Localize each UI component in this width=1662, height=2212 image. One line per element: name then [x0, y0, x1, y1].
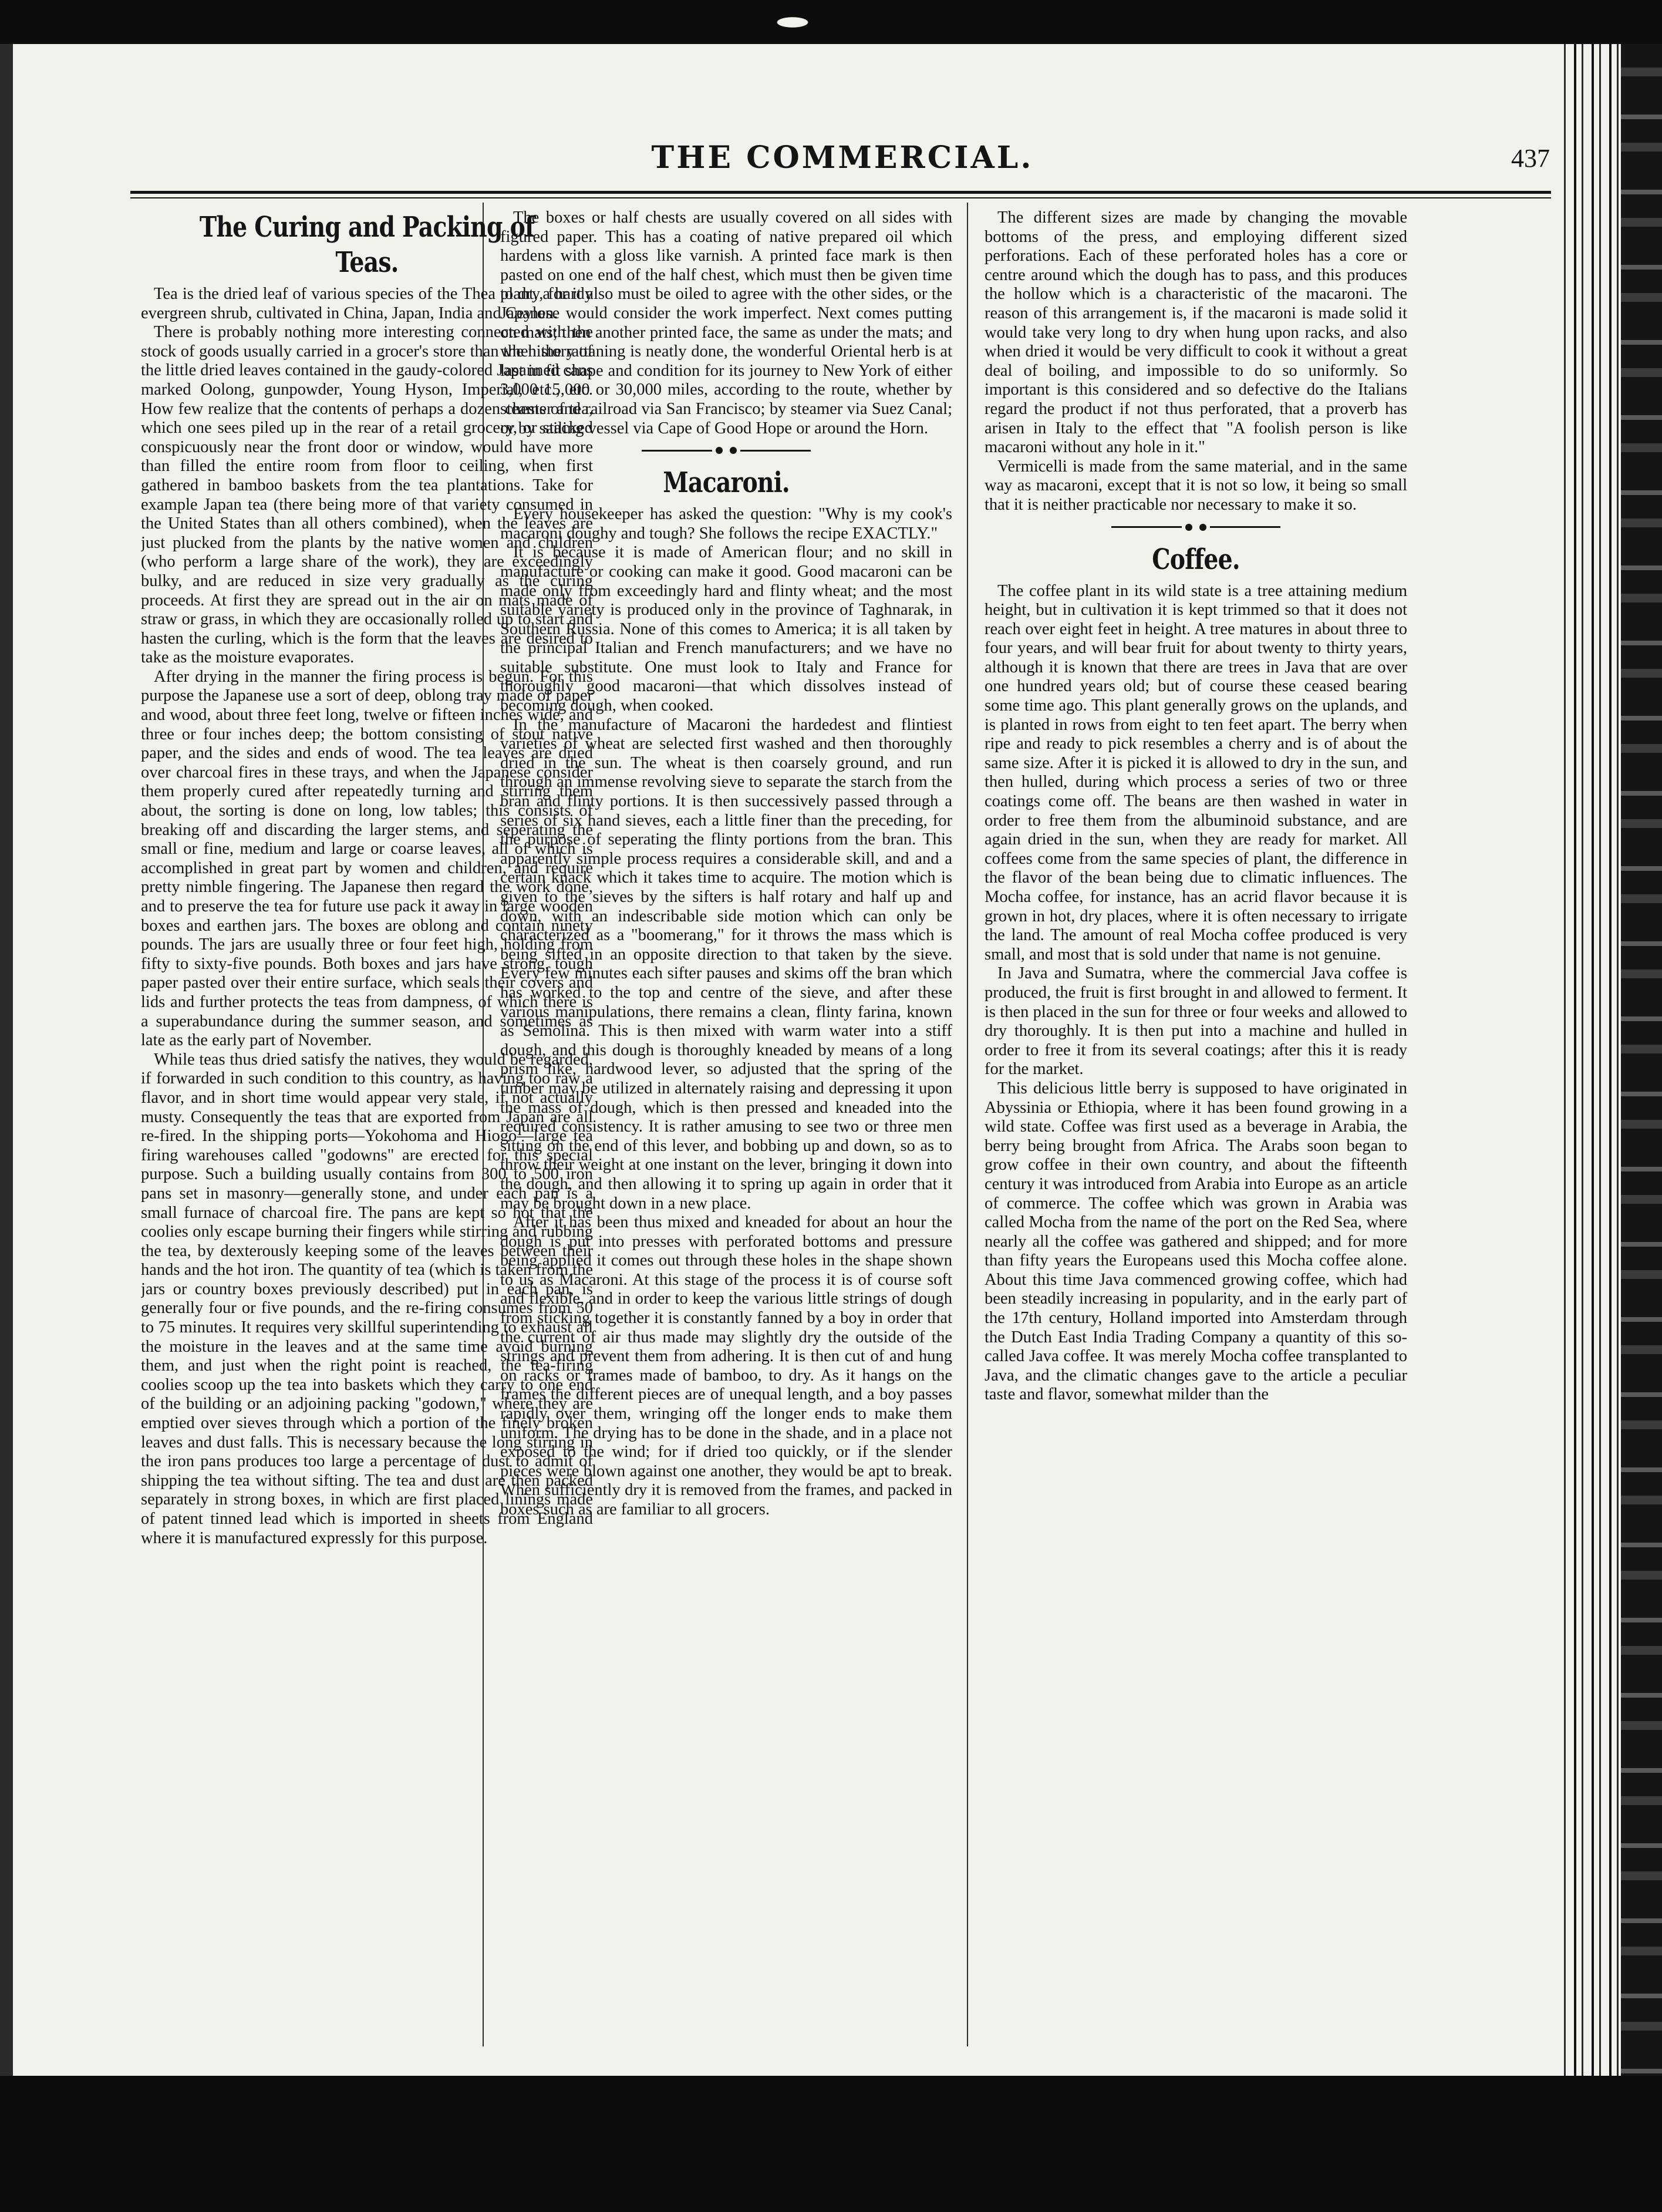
article-headline-tea: The Curing and Packing of Teas.	[199, 211, 535, 279]
section-divider	[500, 442, 952, 459]
article-paragraph: Vermicelli is made from the same material, and in the same way as macaroni, except that it is not so low, it being so small that it is neither practicable nor necessary to make it so.	[985, 457, 1407, 514]
article-paragraph: While teas thus dried satisfy the natives, they would be regarded, if forwarded in such condition to this country, as having too raw a flavor, and in short time would appear very stale, if not actually musty. Consequently the teas that are exported from Japan are all re-fired. In the shipping ports—Yokohoma and Hiogo—large tea firing warehouses called "godowns" are erected for this special purpose. Such a building usually contains from 300 to 500 iron pans set in masonry—generally stone, and under each pan is a small furnace of charcoal fire. The pans are kept so hot that the coolies only escape burning their fingers while stirring and rubbing the tea, by dexterously keeping some of the leaves between their hands and the hot iron. The quantity of tea (which is taken from the jars or country boxes previously described) put in each pan, is generally four or five pounds, and the re-firing consumes from 50 to 75 minutes. It requires very skillful superintending to exhaust all the moisture in the leaves and at the same time avoid burning them, and just when the right point is reached, the tea-firing coolies scoop up the tea into baskets which they carry to one end of the building or an adjoining packing "godown," where they are emptied over sieves through which a portion of the finely broken leaves and dust falls. This is necessary because the long stirring in the iron pans produces too large a percentage of dust to admit of shipping the tea without sifting. The tea and dust are then packed separately in strong boxes, in which are first placed linings made of patent tinned lead which is imported in sheets from England where it is manufactured expressly for this purpose.	[141, 1050, 593, 1547]
article-paragraph: In Java and Sumatra, where the commercial Java coffee is produced, the fruit is first brought in and allowed to ferment. It is then placed in the sun for three or four weeks and allowed to dry thoroughly. It is then put into a machine and hulled in order to free it from its several coatings; after this it is ready for the market.	[985, 964, 1407, 1079]
article-paragraph: This delicious little berry is supposed to have originated in Abyssinia or Ethiopia, where it has been found growing in a wild state. Coffee was first used as a beverage in Arabia, the berry being brought from Africa. The Arabs soon began to grow coffee in their own country, and about the fifteenth century it was introduced from Arabia into Europe as an article of commerce. The coffee which was grown in Arabia was called Mocha from the name of the port on the Red Sea, where nearly all the coffee was gathered and shipped; and for more than fifty years the Europeans used this Mocha coffee alone. About this time Java commenced growing coffee, which had been steadily increasing in popularity, and in the early part of the 17th century, Holland imported into Amsterdam through the Dutch East India Trading Company a quantity of this so-called Java coffee. It was merely Mocha coffee transplanted to Java, and the climatic changes gave to the article a peculiar taste and flavor, somewhat milder than the	[985, 1079, 1407, 1404]
masthead-title: THE COMMERCIAL.	[651, 140, 1034, 176]
scan-border-top	[0, 0, 1662, 44]
article-headline-macaroni: Macaroni.	[663, 466, 790, 500]
article-paragraph: The different sizes are made by changing the movable bottoms of the press, and employing different sized perforations. Each of these perforated holes has a core or centre around which the dough has to pass, and this produces the hollow which is a characteristic of the macaroni. The reason of this arrangement is, if the macaroni is made solid it would take very long to dry when hung upon racks, and also when dried it would be very difficult to cook it without a great deal of boiling, and impossible to do so uniformly. So important is this considered and so defective do the Italians regard the product if not thus perforated, that a proverb has arisen in Italy to the effect that "A foolish person is like macaroni without any hole in it."	[985, 208, 1407, 457]
scan-border-bottom	[0, 2076, 1662, 2212]
masthead-rule-thin	[130, 197, 1551, 198]
column-rule	[967, 203, 968, 2046]
article-paragraph: After it has been thus mixed and kneaded for about an hour the dough is put into presses with perforated bottoms and pressure being applied it comes out through these holes in the shape shown to us as Macaroni. At this stage of the process it is of course soft and flexible, and in order to keep the various little strings of dough from sticking together it is constantly fanned by a boy in order that the current of air thus made may slightly dry the outside of the strings and prevent them from adhering. It is then cut of and hung on racks or frames made of bamboo, to dry. As it hangs on the frames the different pieces are of unequal length, and a boy passes rapidly over them, wringing off the longer ends to make them uniform. The drying has to be done in the shade, and in a place not exposed to the wind; for if dried too quickly, or if the slender pieces were blown against one another, they would be apt to break. When sufficiently dry it is removed from the frames, and packed in boxes such as are familiar to all grocers.	[500, 1213, 952, 1519]
section-divider	[985, 519, 1407, 536]
article-paragraph: There is probably nothing more interesting connected with the stock of goods usually carried in a grocer's store than the history of the little dried leaves contained in the gaudy-colored Japanned cans marked Oolong, gunpowder, Young Hyson, Imperial, etc., etc. How few realize that the contents of perhaps a dozen chests of tea, which one sees piled up in the rear of a retail grocery, or stacked conspicuously near the front door or window, would have more than filled the entire room from floor to ceiling, when first gathered in bamboo baskets from the tea plantations. Take for example Japan tea (there being more of that variety consumed in the United States than all others combined), when the leaves are just plucked from the plants by the native women and children (who perform a large share of the work), they are exceedingly bulky, and are reduced in size very gradually as the curing proceeds. At first they are spread out in the air on mats made of straw or grass, in which they are occasionally rolled up to start and hasten the curling, which is the form that the leaves are desired to take as the moisture evaporates.	[141, 323, 593, 667]
masthead-rule-thick	[130, 191, 1551, 194]
column-3	[985, 208, 1407, 2052]
scan-binding-right	[1559, 44, 1662, 2076]
article-paragraph: Every housekeeper has asked the question: "Why is my cook's macaroni doughy and tough? She follows the recipe EXACTLY."	[500, 505, 952, 543]
article-paragraph: The boxes or half chests are usually covered on all sides with figured paper. This has a coating of native prepared oil which hardens with a gloss like varnish. A printed face mark is then pasted on one end of the half chest, which must then be given time to dry, for it also must be oiled to agree with the other sides, or the Japanese would consider the work imperfect. Next comes putting on mats; then another printed face, the same as under the mats; and when the rattaning is neatly done, the wonderful Oriental herb is at last in fit shape and condition for its journey to New York of either 3,000 15,000 or 30,000 miles, according to the route, whether by steamer and railroad via San Francisco; by steamer via Suez Canal; or by sailing vessel via Cape of Good Hope or around the Horn.	[500, 208, 952, 437]
article-paragraph: In the manufacture of Macaroni the hardedest and flintiest varieties of wheat are selected first washed and then thoroughly dried in the sun. The wheat is then coarsely ground, and run through an immense revolving sieve to separate the starch from the bran and flinty portions. It is then successively passed through a series of six hand sieves, each a little finer than the preceding, for the purpose of seperating the flinty portions from the bran. This apparently simple process requires a considerable skill, and and a certain knack which it takes time to acquire. The motion which is given to the sieves by the sifters is half rotary and half up and down, with an indescribable side motion which can only be characterized as a "boomerang," for it throws the mass which is being sifted in an opposite direction to that taken by the sieve. Every few minutes each sifter pauses and skims off the bran which has worked to the top and centre of the sieve, and after these various manipulations, there remains a clean, flinty farina, known as Semolina. This is then mixed with warm water into a stiff dough, and this dough is thoroughly kneaded by means of a long prism like, hardwood lever, so adjusted that the spring of the timber may be utilized in alternately raising and depressing it upon the mass of dough, which is then pressed and kneaded into the required consistency. It is rather amusing to see two or three men sitting on the end of this lever, and bobbing up and down, so as to throw their weight at one instant on the lever, bringing it down into the dough, and then allowing it to spring up again in order that it may be brought down in a new place.	[500, 715, 952, 1213]
masthead	[135, 140, 1550, 187]
article-headline-coffee: Coffee.	[1152, 543, 1240, 576]
page-number: 437	[1511, 144, 1550, 173]
article-paragraph: It is because it is made of American flour; and no skill in manufacture or cooking can make it good. Good macaroni can be made only from exceedingly hard and flinty wheat; and the most suitable variety is produced only in the province of Taghnarak, in Southern Russia. None of this comes to America; it is all taken by the principal Italian and French manufacturers; and we have no suitable substitute. One must look to Italy and France for thoroughly good macaroni—that which dissolves instead of becoming dough, when cooked.	[500, 543, 952, 715]
article-paragraph: Tea is the dried leaf of various species of the Thea plant, a hardy evergreen shrub, cultivated in China, Japan, India and Ceylon.	[141, 285, 593, 322]
article-paragraph: After drying in the manner the firing process is begun. For this purpose the Japanese use a sort of deep, oblong tray made of paper and wood, about three feet long, twelve or fifteen inches wide, and three or four inches deep; the bottom consisting of stout native paper, and the sides and ends of wood. The tea leaves are dried over charcoal fires in these trays, and when the Japanese consider them properly cured after repeatedly turning and stirring them about, the sorting is done on long, low tables; this consists of breaking off and discarding the larger stems, and seperating the small or fine, medium and large or coarse leaves, all of which is accomplished in great part by women and children, and require pretty nimble fingering. The Japanese then regard the work done, and to preserve the tea for future use pack it away in large wooden boxes and earthen jars. The boxes are oblong and contain ninety pounds. The jars are usually three or four feet high, holding from fifty to sixty-five pounds. Both boxes and jars have strong, tough paper pasted over their entire surface, which seals their covers and lids and further protects the teas from dampness, of which there is a superabundance during the summer season, and sometimes as late as the early part of November.	[141, 667, 593, 1050]
column-2	[500, 208, 952, 2052]
scan-border-left	[0, 44, 13, 2076]
article-paragraph: The coffee plant in its wild state is a tree attaining medium height, but in cultivation it is kept trimmed so that it does not reach over eight feet in height. A tree matures in about three to four years, and will bear fruit for about twenty to thirty years, although it is known that there are trees in Java that are over one hundred years old; but of course these ceased bearing some time ago. This plant generally grows on the uplands, and is planted in rows from eight to ten feet apart. The berry when ripe and ready to pick resembles a cherry and is of about the same size. After it is picked it is allowed to dry in the sun, and then hulled, during which process a series of two or three coatings come off. The beans are then washed in water in order to free them from the albuminoid substance, and are again dried in the sun, when they are ready for market. All coffees come from the same species of plant, the difference in the flavor of the bean being due to climatic influences. The Mocha coffee, for instance, has an acrid flavor because it is grown in hot, dry places, where it is often necessary to irrigate the land. The amount of real Mocha coffee produced is very small, and most that is sold under that name is not genuine.	[985, 581, 1407, 964]
